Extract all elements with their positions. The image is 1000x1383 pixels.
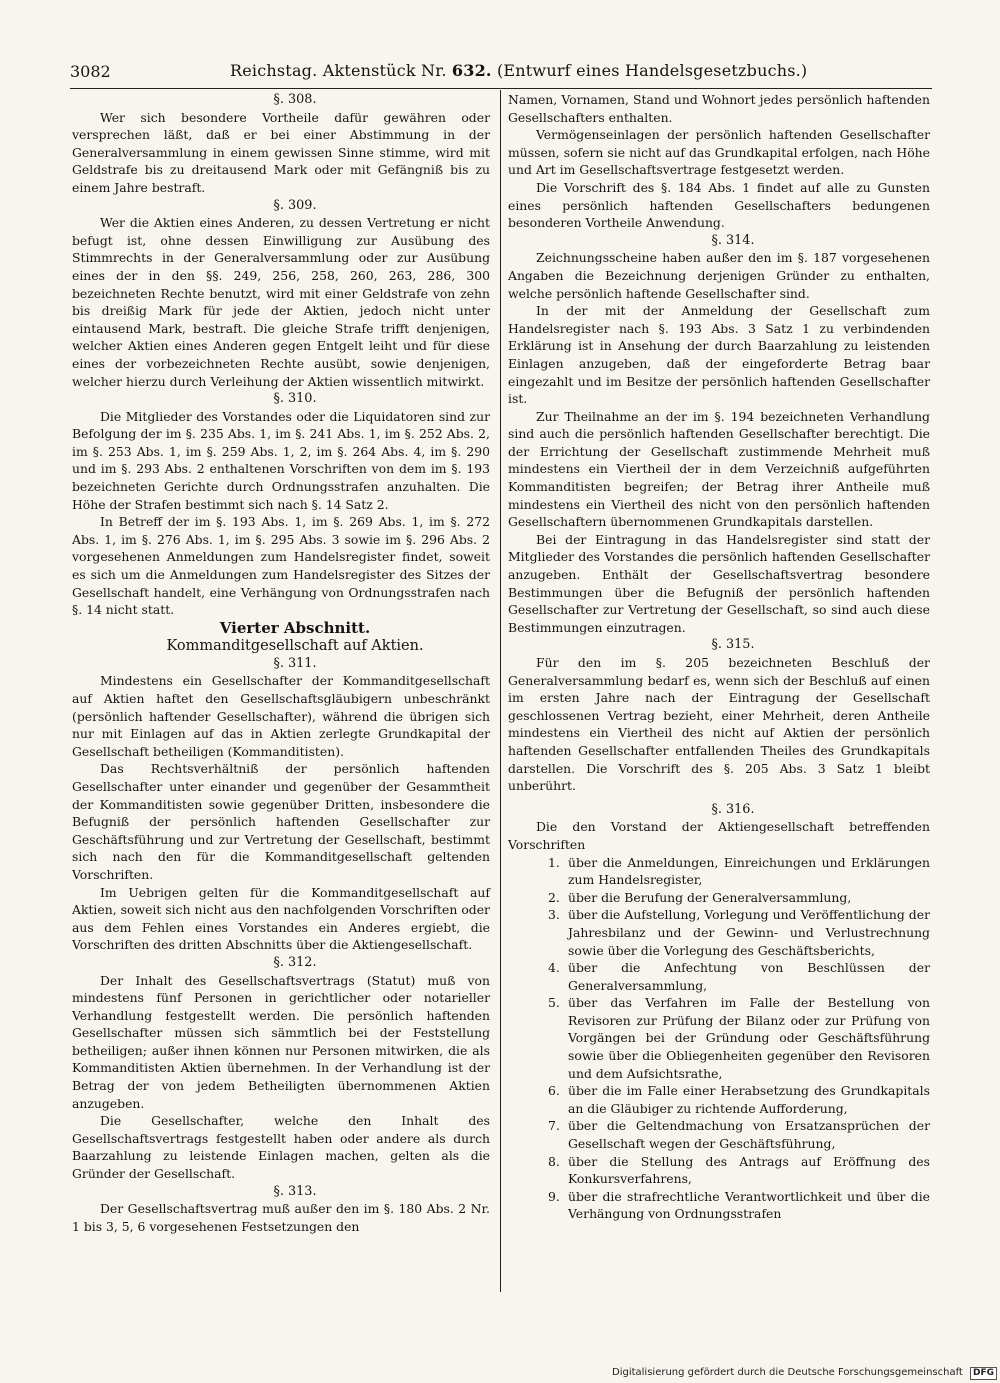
paragraph: Für den im §. 205 bezeichneten Beschluß der Generalversammlung bedarf es, wenn sich der Beschluß auf einen im ersten Jahre nach der Eintragung der Gesellschaft geschlossenen Vertrag bezieht, einer Mehrheit, deren Antheile mindestens ein Viertheil des nicht auf Aktien der persönlich haftenden Gesellschafter entfallenden Theiles des Grundkapitals darstellen. Die Vorschrift des §. 205 Abs. 3 Satz 1 bleibt unberührt. [508, 655, 930, 794]
section-heading: §. 308. [273, 92, 317, 107]
chapter-subtitle: Kommanditgesellschaft auf Aktien. [166, 637, 424, 654]
section-heading: §. 316. [711, 801, 755, 817]
section-heading: §. 314. [711, 232, 755, 248]
paragraph: Das Rechtsverhältniß der persönlich haftenden Gesellschafter unter einander und gegenüber der Gesammtheit der Kommanditisten sowie gegenüber Dritten, insbesondere die Befugniß der persönlich haftenden Gesellschafter zur Geschäftsführung und zur Vertretung der Gesellschaft, bestimmt sich nach den für die Kommanditgesellschaft geltenden Vorschriften. [72, 761, 490, 882]
section-heading: §. 312. [273, 954, 317, 970]
paragraph: Mindestens ein Gesellschafter der Kommanditgesellschaft auf Aktien haftet den Gesellschaftsgläubigern unbeschränkt (persönlich haftender Gesellschafter), während die übrigen sich nur mit Einlagen auf das in Aktien zerlegte Grundkapital der Gesellschaft betheiligen (Kommanditisten). [72, 673, 490, 759]
enumerated-list [508, 854, 930, 1223]
document-number: 632. [451, 61, 492, 80]
list-number: 5. [548, 995, 560, 1011]
list-item [508, 906, 930, 959]
list-item [508, 1153, 930, 1188]
list-text: über die Aufstellung, Vorlegung und Veröffentlichung der Jahresbilanz und der Gewinn- und Verlustrechnung sowie über die Vorlegung des Geschäftsberichts, [568, 907, 930, 958]
list-text: über die Stellung des Antrags auf Eröffnung des Konkursverfahrens, [568, 1153, 930, 1187]
section-heading: §. 311. [273, 655, 317, 671]
paragraph: Bei der Eintragung in das Handelsregister sind statt der Mitglieder des Vorstandes die persönlich haftenden Gesellschafter anzugeben. Enthält der Gesellschaftsvertrag besondere Bestimmungen über die Befugniß der persönlich haftenden Gesellschafter zur Vertretung der Gesellschaft, so sind auch diese Bestimmungen einzutragen. [508, 531, 930, 635]
running-title [230, 61, 807, 80]
list-number: 3. [548, 907, 560, 923]
paragraph: Zeichnungsscheine haben außer den im §. 187 vorgesehenen Angaben die Bezeichnung derjenigen Gründer zu enthalten, welche persönlich haftende Gesellschafter sind. [508, 250, 930, 301]
right-column [508, 91, 930, 1223]
page-number: 3082 [70, 62, 111, 81]
section-heading: §. 309. [273, 197, 317, 213]
list-number: 1. [548, 854, 560, 870]
running-title-paren: (Entwurf eines Handelsgesetzbuchs.) [491, 61, 808, 80]
paragraph: Der Gesellschaftsvertrag muß außer den im §. 180 Abs. 2 Nr. 1 bis 3, 5, 6 vorgesehenen Festsetzungen den [72, 1201, 490, 1234]
section-heading: §. 313. [273, 1183, 317, 1199]
paragraph: Die Mitglieder des Vorstandes oder die Liquidatoren sind zur Befolgung der im §. 235 Abs. 1, im §. 241 Abs. 1, im §. 252 Abs. 2, im §. 253 Abs. 1, im §. 259 Abs. 1, 2, im §. 264 Abs. 4, im §. 290 und im §. 293 Abs. 2 enthaltenen Vorschriften von dem im §. 193 bezeichneten Gerichte durch Ordnungsstrafen anzuhalten. Die Höhe der Strafen bestimmt sich nach §. 14 Satz 2. [72, 408, 490, 512]
running-title-main: Reichstag. Aktenstück Nr. [230, 61, 452, 80]
list-number: 6. [548, 1083, 560, 1099]
paragraph: Der Inhalt des Gesellschaftsvertrags (Statut) muß von mindestens fünf Personen in gerichtlicher oder notarieller Verhandlung festgestellt werden. Die persönlich haftenden Gesellschafter müssen sich sämmtlich bei der Feststellung betheiligen; außer ihnen können nur Personen mitwirken, die als Kommanditisten Aktien übernehmen. In der Verhandlung ist der Betrag der von jedem Betheiligten übernommenen Aktien anzugeben. [72, 972, 490, 1111]
list-item [508, 889, 930, 907]
list-item [508, 1188, 930, 1223]
list-item [508, 1082, 930, 1117]
chapter-title: Vierter Abschnitt. [219, 618, 371, 637]
list-number: 8. [548, 1153, 560, 1169]
page-header [70, 60, 930, 86]
left-column [72, 91, 490, 1235]
list-text: über die strafrechtliche Verantwortlichkeit und über die Verhängung von Ordnungsstrafen [568, 1188, 930, 1222]
section-heading: §. 315. [711, 637, 755, 653]
list-number: 2. [548, 889, 560, 905]
paragraph: In Betreff der im §. 193 Abs. 1, im §. 269 Abs. 1, im §. 272 Abs. 1, im §. 276 Abs. 1, im §. 295 Abs. 3 sowie im §. 296 Abs. 2 vorgesehenen Anmeldungen zum Handelsregister findet, soweit es sich um die Anmeldungen zum Handelsregister des Sitzes der Gesellschaft handelt, eine Verhängung von Ordnungsstrafen nach §. 14 nicht statt. [72, 514, 490, 618]
list-item [508, 1117, 930, 1152]
list-text: über die Berufung der Generalversammlung, [568, 889, 852, 905]
list-number: 4. [548, 960, 560, 976]
paragraph: Die Vorschrift des §. 184 Abs. 1 findet auf alle zu Gunsten eines persönlich haftenden Gesellschafters bedungenen besonderen Vortheile Anwendung. [508, 179, 930, 231]
digitization-credit [612, 1367, 997, 1380]
paragraph: Die den Vorstand der Aktiengesellschaft betreffenden Vorschriften [508, 819, 930, 852]
list-number: 9. [548, 1188, 560, 1204]
paragraph: Wer sich besondere Vortheile dafür gewähren oder versprechen läßt, daß er bei einer Abstimmung in der Generalversammlung in einem gewissen Sinne stimme, wird mit Geldstrafe bis zu dreitausend Mark oder mit Gefängniß bis zu einem Jahre bestraft. [72, 109, 490, 195]
list-text: über die Anfechtung von Beschlüssen der Generalversammlung, [568, 960, 930, 993]
paragraph: Wer die Aktien eines Anderen, zu dessen Vertretung er nicht befugt ist, ohne dessen Einwilligung zur Ausübung des Stimmrechts in der Generalversammlung oder zur Ausübung eines der in den §§. 249, 256, 258, 260, 263, 286, 300 bezeichneten Rechte benutzt, wird mit einer Geldstrafe von zehn bis dreißig Mark für jede der Aktien, jedoch nicht unter eintausend Mark, bestraft. Die gleiche Strafe trifft denjenigen, welcher Aktien eines Anderen gegen Entgelt leiht und für diese eines der vorbezeichneten Rechte ausübt, sowie denjenigen, welcher hierzu durch Verleihung der Aktien wissentlich mitwirkt. [72, 215, 490, 389]
section-heading: §. 310. [273, 391, 317, 407]
list-number: 7. [548, 1118, 560, 1134]
header-rule [70, 88, 932, 89]
paragraph-continued: Namen, Vornamen, Stand und Wohnort jedes persönlich haftenden Gesellschafters enthalten. [508, 92, 930, 125]
paragraph: Im Uebrigen gelten für die Kommanditgesellschaft auf Aktien, soweit sich nicht aus den nachfolgenden Vorschriften oder aus dem Fehlen eines Vorstandes ein Anderes ergiebt, die Vorschriften des dritten Abschnitts über die Aktiengesellschaft. [72, 884, 490, 953]
credit-text: Digitalisierung gefördert durch die Deutsche Forschungsgemeinschaft [612, 1367, 963, 1378]
paragraph: Die Gesellschafter, welche den Inhalt des Gesellschaftsvertrags festgestellt haben oder andere als durch Baarzahlung zu leistende Einlagen machen, gelten als die Gründer der Gesellschaft. [72, 1113, 490, 1182]
list-text: über das Verfahren im Falle der Bestellung von Revisoren zur Prüfung der Bilanz oder zur Prüfung von Vorgängen bei der Gründung oder Geschäftsführung sowie über die Obliegenheiten gegenüber den Revisoren und dem Aufsichtsrathe, [568, 995, 930, 1081]
dfg-logo: DFG [970, 1367, 997, 1380]
column-divider [500, 90, 501, 1292]
list-item [508, 854, 930, 889]
list-item [508, 994, 930, 1082]
paragraph: Vermögenseinlagen der persönlich haftenden Gesellschafter müssen, sofern sie nicht auf das Grundkapital erfolgen, nach Höhe und Art im Gesellschaftsvertrage festgesetzt werden. [508, 127, 930, 178]
list-item [508, 959, 930, 994]
list-text: über die Geltendmachung von Ersatzansprüchen der Gesellschaft wegen der Geschäftsführung, [568, 1118, 930, 1152]
paragraph: Zur Theilnahme an der im §. 194 bezeichneten Verhandlung sind auch die persönlich haftenden Gesellschafter berechtigt. Die der Errichtung der Gesellschaft zustimmende Mehrheit muß mindestens ein Viertheil der in dem Verzeichniß aufgeführten Kommanditisten begreifen; der Betrag ihrer Antheile muß mindestens ein Viertheil des nicht von den persönlich haftenden Gesellschaftern übernommenen Grundkapitals darstellen. [508, 408, 930, 530]
list-text: über die im Falle einer Herabsetzung des Grundkapitals an die Gläubiger zu richtende Aufforderung, [568, 1083, 930, 1116]
list-text: über die Anmeldungen, Einreichungen und Erklärungen zum Handelsregister, [568, 854, 930, 888]
paragraph: In der mit der Anmeldung der Gesellschaft zum Handelsregister nach §. 193 Abs. 3 Satz 1 zu verbindenden Erklärung ist in Ansehung der durch Baarzahlung zu leistenden Einlagen anzugeben, daß der eingeforderte Betrag baar eingezahlt und im Besitze der persönlich haftenden Gesellschafter ist. [508, 303, 930, 407]
